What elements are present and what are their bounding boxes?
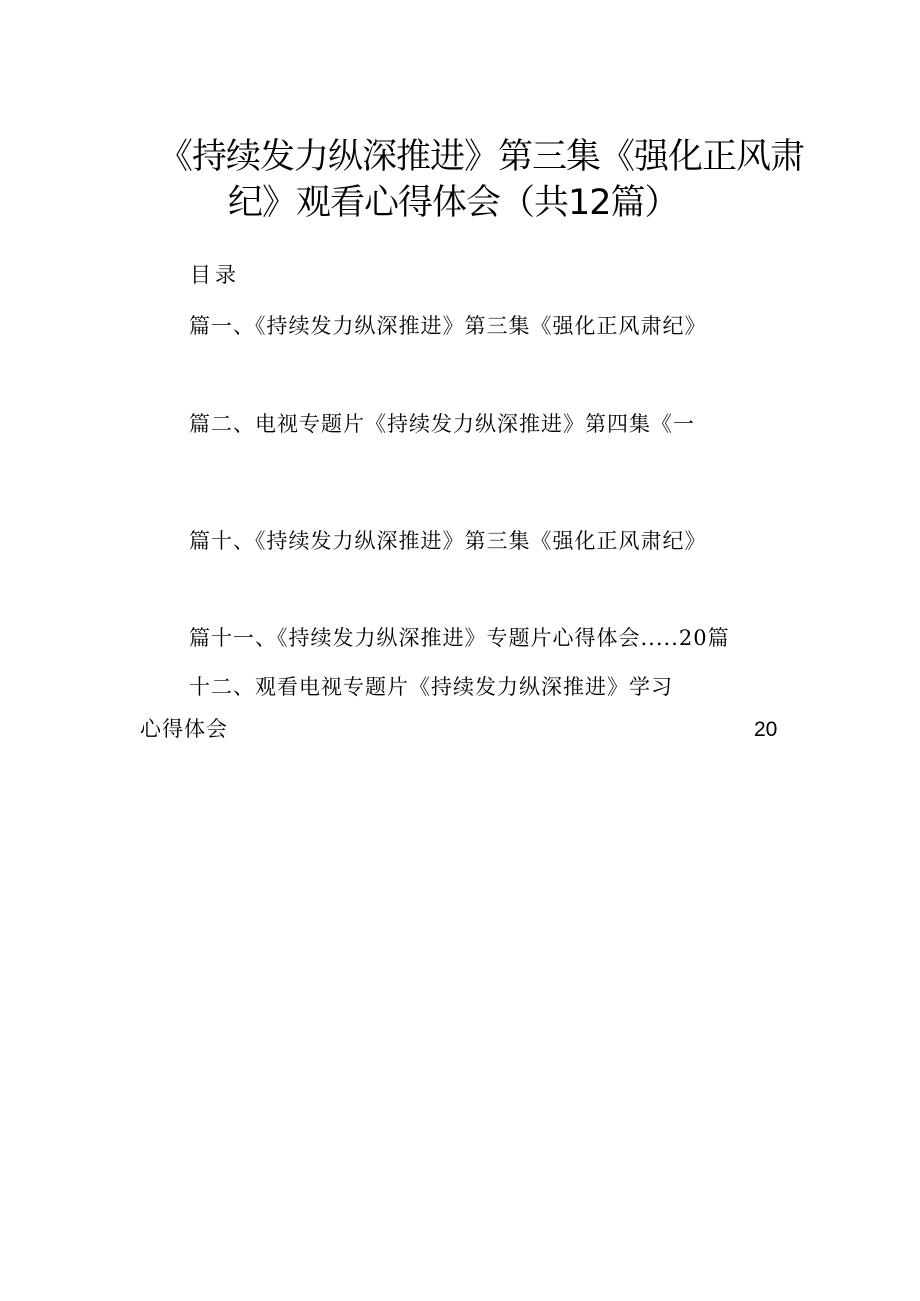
document-title-line-2: 纪》观看心得体会（共12篇） (228, 183, 679, 223)
toc-heading: 目录 (190, 263, 240, 287)
toc-item-10[interactable]: 篇十、《持续发力纵深推进》第三集《强化正风肃纪》 (189, 529, 707, 553)
document-title-line-1: 《持续发力纵深推进》第三集《强化正风肃 (158, 137, 805, 177)
toc-item-12[interactable]: 十二、观看电视专题片《持续发力纵深推进》学习 (189, 675, 673, 699)
toc-item-1[interactable]: 篇一、《持续发力纵深推进》第三集《强化正风肃纪》 (189, 314, 707, 338)
toc-item-12-continuation[interactable]: 心得体会 (140, 717, 228, 741)
toc-item-11[interactable]: 篇十一、《持续发力纵深推进》专题片心得体会.....20篇 (189, 626, 730, 650)
toc-item-2[interactable]: 篇二、电视专题片《持续发力纵深推进》第四集《一 (189, 412, 695, 436)
toc-page-number: 20 (754, 718, 778, 741)
